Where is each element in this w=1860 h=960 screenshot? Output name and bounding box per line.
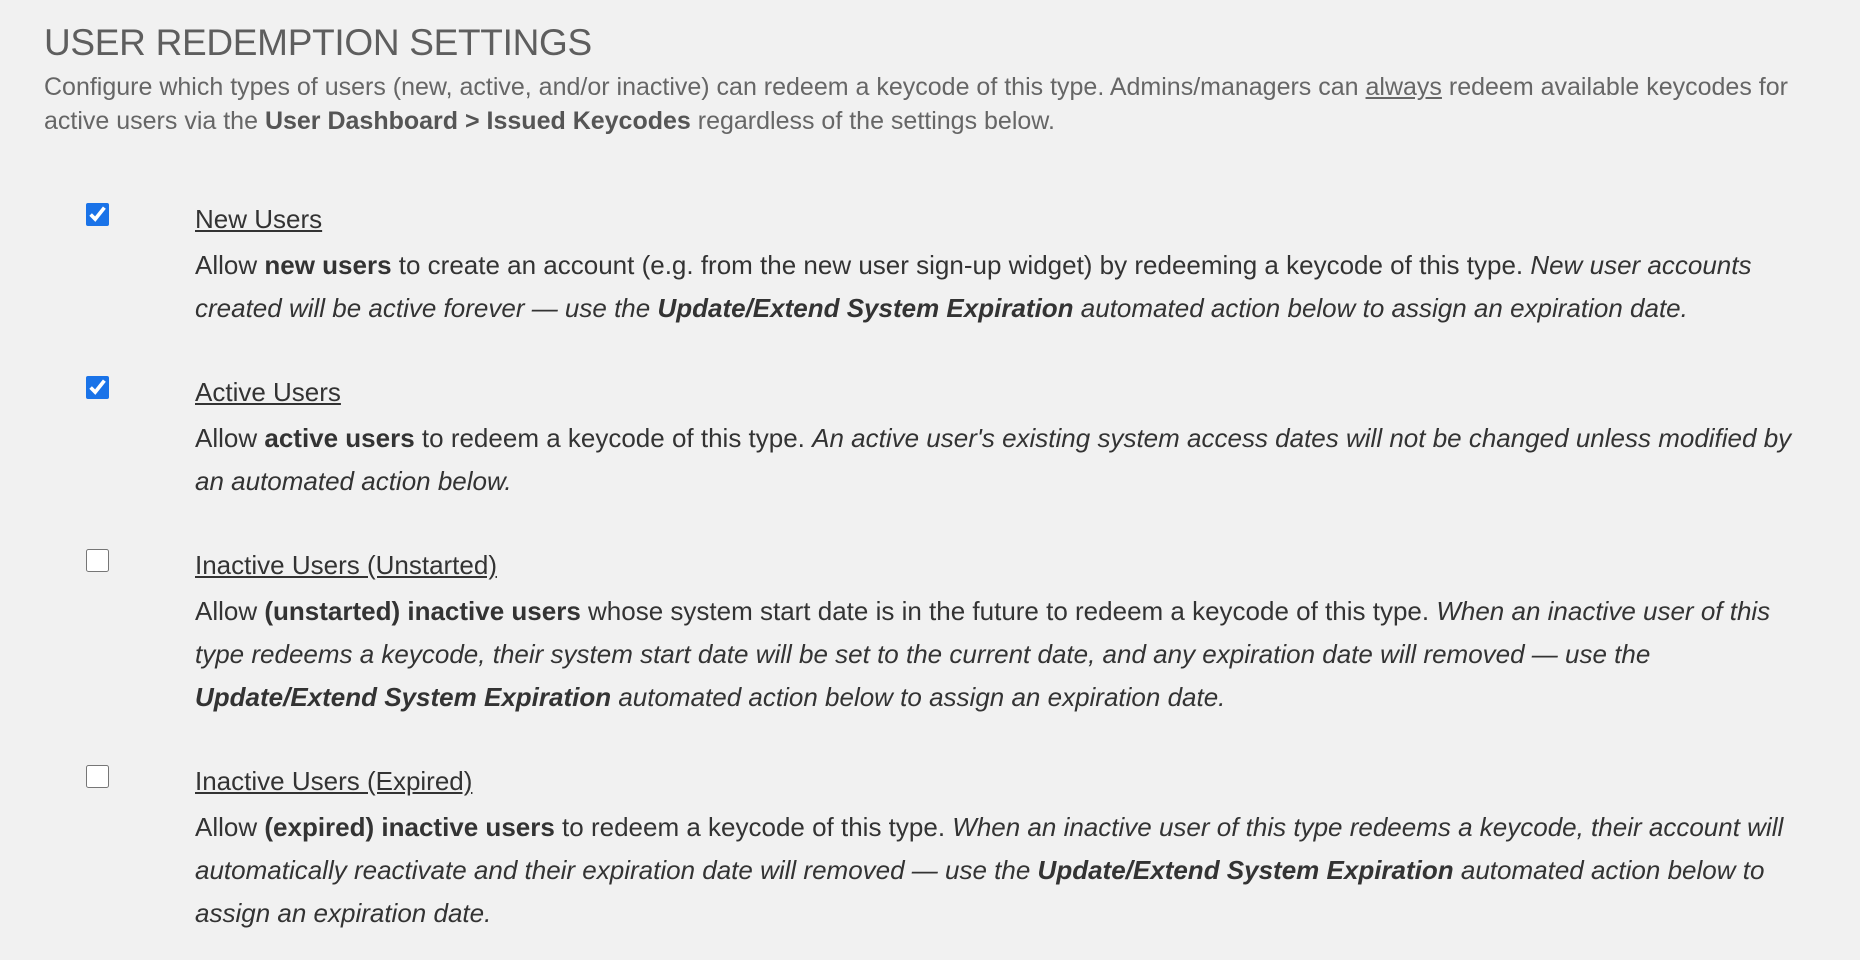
desc-action-name: Update/Extend System Expiration: [1037, 855, 1454, 885]
section-intro: [44, 70, 1824, 138]
desc-allow: Allow: [195, 812, 265, 842]
intro-text-3: regardless of the settings below.: [690, 107, 1055, 135]
new-users-label[interactable]: New Users: [195, 204, 323, 234]
desc-text: to redeem a keycode of this type.: [554, 812, 953, 842]
desc-text: to redeem a keycode of this type.: [414, 423, 813, 453]
new-users-description: [195, 244, 1825, 330]
desc-action-name: Update/Extend System Expiration: [657, 293, 1074, 323]
intro-dashboard-path: User Dashboard > Issued Keycodes: [264, 107, 691, 135]
desc-text: to create an account (e.g. from the new user sign-up widget) by redeeming a keycode of this type.: [391, 250, 1531, 280]
desc-user-type: (expired) inactive users: [264, 812, 555, 842]
desc-note: When an inactive user of this type redeems a keycode, their system start date will be set to the current date, and any expiration date will removed — use the: [195, 596, 1771, 669]
user-redemption-settings-section: [44, 0, 1834, 138]
intro-always-emphasis: always: [1365, 73, 1442, 101]
desc-action-name: Update/Extend System Expiration: [195, 682, 612, 712]
desc-allow: Allow: [195, 250, 265, 280]
inactive-expired-description: [195, 806, 1825, 935]
intro-text-1: Configure which types of users (new, active, and/or inactive) can redeem a keycode of this type. Admins/managers can: [44, 73, 1366, 101]
active-users-label[interactable]: Active Users: [195, 377, 341, 407]
desc-note: New user accounts created will be active forever — use the: [195, 250, 1752, 323]
new-users-checkbox[interactable]: [86, 203, 109, 226]
inactive-unstarted-checkbox[interactable]: [86, 549, 109, 572]
inactive-unstarted-description: [195, 590, 1825, 719]
option-inactive-expired-body: [195, 764, 1825, 935]
desc-user-type: (unstarted) inactive users: [264, 596, 581, 626]
option-active-users-body: [195, 375, 1825, 503]
desc-note-end: automated action below to assign an expiration date.: [1073, 293, 1688, 323]
inactive-expired-checkbox[interactable]: [86, 765, 109, 788]
desc-user-type: active users: [264, 423, 415, 453]
desc-note-end: automated action below to assign an expiration date.: [195, 855, 1765, 928]
desc-allow: Allow: [195, 596, 265, 626]
inactive-expired-label[interactable]: Inactive Users (Expired): [195, 766, 473, 796]
option-new-users-body: [195, 202, 1825, 330]
desc-note: When an inactive user of this type redeems a keycode, their account will automatically reactivate and their expiration date will removed — use the: [195, 812, 1784, 885]
desc-note-end: automated action below to assign an expiration date.: [611, 682, 1226, 712]
active-users-checkbox[interactable]: [86, 376, 109, 399]
intro-text-2: redeem available keycodes for active users via the: [44, 73, 1788, 135]
section-title: USER REDEMPTION SETTINGS: [44, 22, 592, 63]
desc-text: whose system start date is in the future to redeem a keycode of this type.: [580, 596, 1437, 626]
desc-note: An active user's existing system access dates will not be changed unless modified by an automated action below.: [195, 423, 1792, 496]
option-inactive-unstarted-body: [195, 548, 1825, 719]
desc-allow: Allow: [195, 423, 265, 453]
active-users-description: [195, 417, 1825, 503]
inactive-unstarted-label[interactable]: Inactive Users (Unstarted): [195, 550, 497, 580]
desc-user-type: new users: [264, 250, 392, 280]
